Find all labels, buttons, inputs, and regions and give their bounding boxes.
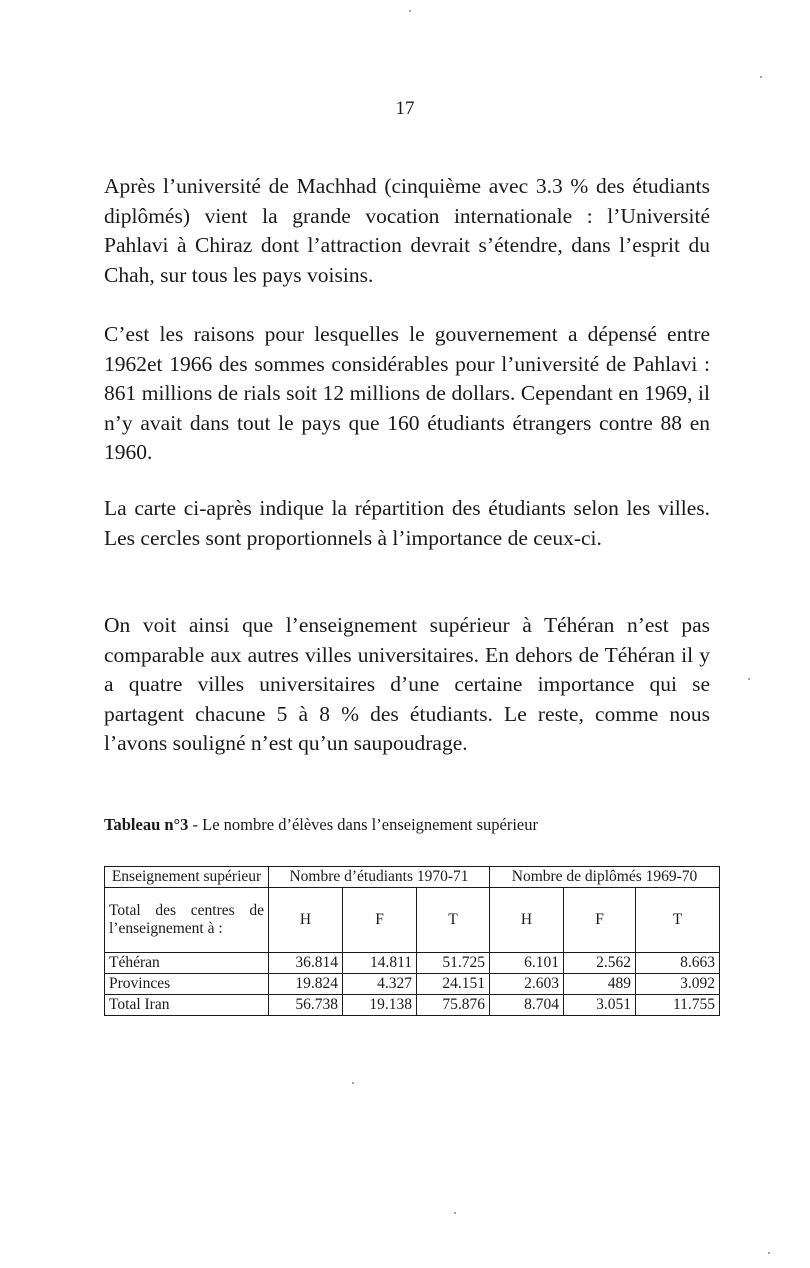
page-number: 17	[395, 98, 415, 119]
table-cell: 489	[564, 974, 636, 995]
table-cell: 19.138	[343, 995, 417, 1016]
table-cell: 75.876	[417, 995, 490, 1016]
header-enseignement: Enseignement supérieur	[105, 867, 269, 888]
table-header-row	[105, 867, 720, 888]
scan-speck	[454, 1212, 456, 1214]
paragraph-4: On voit ainsi que l’enseignement supérieur à Téhéran n’est pas comparable aux autres villes universitaires. En dehors de Téhéran il y a quatre villes universitaires d’une certaine importance qui se partagent chacune 5 à 8 % des étudiants. Le reste, comme nous l’avons souligné n’est qu’un saupoudrage.	[104, 613, 710, 755]
subheader-col: T	[636, 888, 720, 953]
subheader-col: F	[564, 888, 636, 953]
table-cell: 2.562	[564, 953, 636, 974]
paragraph-2: C’est les raisons pour lesquelles le gouvernement a dépensé entre 1962et 1966 des sommes considérables pour l’université de Pahlavi : 861 millions de rials soit 12 millions de dollars. Cependant en 1969, il n’y avait dans tout le pays que 160 étudiants étrangers contre 88 en 1960.	[104, 322, 710, 464]
table-cell: 19.824	[269, 974, 343, 995]
subheader-label: Total des centres de l’enseignement à :	[105, 888, 269, 953]
row-label: Provinces	[105, 974, 269, 995]
table-row	[105, 995, 720, 1016]
scan-speck	[748, 678, 750, 680]
scan-speck	[352, 1082, 354, 1084]
table-cell: 4.327	[343, 974, 417, 995]
subheader-col: F	[343, 888, 417, 953]
table-subheader-row	[105, 888, 720, 953]
table-cell: 36.814	[269, 953, 343, 974]
table-cell: 3.092	[636, 974, 720, 995]
table-cell: 2.603	[490, 974, 564, 995]
table-caption-number: Tableau n°3	[104, 815, 189, 834]
table-cell: 14.811	[343, 953, 417, 974]
paragraph-3: La carte ci-après indique la répartition des étudiants selon les villes. Les cercles sont proportionnels à l’importance de ceux-ci.	[104, 496, 710, 550]
table-row	[105, 953, 720, 974]
table-cell: 24.151	[417, 974, 490, 995]
scan-speck	[768, 1252, 770, 1254]
table-cell: 11.755	[636, 995, 720, 1016]
table-caption	[104, 815, 724, 835]
table-caption-text: - Le nombre d’élèves dans l’enseignement supérieur	[188, 815, 538, 834]
subheader-col: H	[490, 888, 564, 953]
table-cell: 6.101	[490, 953, 564, 974]
table-cell: 8.704	[490, 995, 564, 1016]
table-cell: 56.738	[269, 995, 343, 1016]
table-cell: 51.725	[417, 953, 490, 974]
scan-speck	[409, 10, 411, 12]
header-nombre-etudiants: Nombre d’étudiants 1970-71	[269, 867, 490, 888]
paragraph-1: Après l’université de Machhad (cinquième avec 3.3 % des étudiants diplômés) vient la grande vocation internationale : l’Université Pahlavi à Chiraz dont l’attraction devrait s’étendre, dans l’esprit du Chah, sur tous les pays voisins.	[104, 174, 710, 287]
table-cell: 3.051	[564, 995, 636, 1016]
subheader-col: H	[269, 888, 343, 953]
students-table	[104, 866, 720, 1016]
table-row	[105, 974, 720, 995]
table-cell: 8.663	[636, 953, 720, 974]
subheader-col: T	[417, 888, 490, 953]
row-label: Total Iran	[105, 995, 269, 1016]
header-nombre-diplomes: Nombre de diplômés 1969-70	[490, 867, 720, 888]
scan-speck	[760, 76, 762, 78]
row-label: Téhéran	[105, 953, 269, 974]
